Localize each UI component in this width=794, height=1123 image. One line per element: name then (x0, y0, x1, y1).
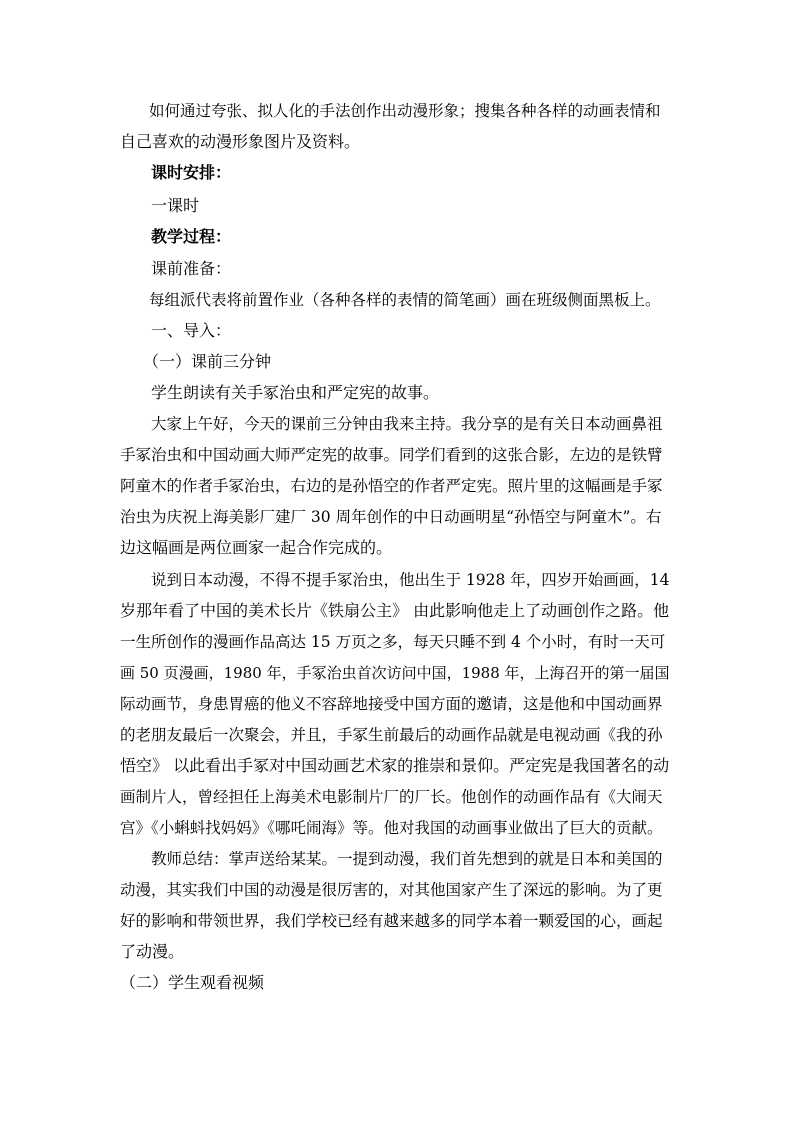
paragraph-line: 自己喜欢的动漫形象图片及资料。 (120, 132, 361, 151)
paragraph-line: 的老朋友最后一次聚会，并且，手冢生前最后的动画作品就是电视动画《我的孙 (120, 726, 663, 744)
paragraph-line: 治虫为庆祝上海美影厂建厂 30 周年创作的中日动画明星“孙悟空与阿童木”。右 (120, 508, 662, 526)
paragraph-line: 说到日本动漫，不得不提手冢治虫，他出生于 1928 年，四岁开始画画，14 (151, 571, 670, 589)
section-heading-schedule: 课时安排： (151, 163, 232, 182)
paragraph-line: 边这幅画是两位画家一起合作完成的。 (120, 538, 393, 557)
paragraph-line: 了动漫。 (120, 942, 185, 961)
paragraph-line: 一生所创作的漫画作品高达 15 万页之多，每天只睡不到 4 个小时，有时一天可 (120, 633, 666, 651)
paragraph-line: 学生朗读有关手冢治虫和严定宪的故事。 (151, 383, 440, 402)
paragraph-line: 每组派代表将前置作业（各种各样的表情的简笔画）画在班级侧面黑板上。 (149, 291, 661, 309)
section-heading-intro: 一、导入： (151, 321, 232, 340)
paragraph-line: 悟空》 以此看出手冢对中国动画艺术家的推崇和景仰。严定宪是我国著名的动 (120, 756, 670, 775)
section-heading-process: 教学过程： (151, 227, 232, 246)
paragraph-line: 画制片人，曾经担任上海美术电影制片厂的厂长。他创作的动画作品有《大闹天 (120, 788, 663, 806)
paragraph-line: 际动画节，身患胃癌的他义不容辞地接受中国方面的邀请，这是他和中国动画界 (120, 695, 663, 713)
paragraph-line: 教师总结：掌声送给某某。一提到动漫，我们首先想到的就是日本和美国的 (151, 850, 663, 868)
paragraph-line: 阿童木的作者手冢治虫，右边的是孙悟空的作者严定宪。照片里的这幅画是手冢 (120, 477, 663, 495)
subsection-heading: （一）课前三分钟 (143, 352, 272, 371)
paragraph-line: 手冢治虫和中国动画大师严定宪的故事。同学们看到的这张合影，左边的是铁臂 (120, 446, 663, 464)
paragraph-line: 如何通过夸张、拟人化的手法创作出动漫形象；搜集各种各样的动画表情和 (149, 102, 661, 120)
paragraph-line: 课前准备： (151, 259, 232, 278)
paragraph-line: 岁那年看了中国的美术长片《铁扇公主》 由此影响他走上了动画创作之路。他 (120, 601, 670, 620)
paragraph-line: 宫》《小蝌蚪找妈妈》《哪吒闹海》等。他对我国的动画事业做出了巨大的贡献。 (120, 819, 663, 837)
subsection-heading: （二）学生观看视频 (120, 973, 265, 992)
paragraph-line: 一课时 (151, 196, 200, 215)
paragraph-line: 大家上午好，今天的课前三分钟由我来主持。我分享的是有关日本动画鼻祖 (151, 415, 663, 433)
paragraph-line: 好的影响和带领世界，我们学校已经有越来越多的同学本着一颗爱国的心，画起 (120, 912, 663, 930)
paragraph-line: 画 50 页漫画，1980 年，手冢治虫首次访问中国，1988 年，上海召开的第一届国 (120, 664, 670, 682)
paragraph-line: 动漫，其实我们中国的动漫是很厉害的，对其他国家产生了深远的影响。为了更 (120, 881, 663, 899)
